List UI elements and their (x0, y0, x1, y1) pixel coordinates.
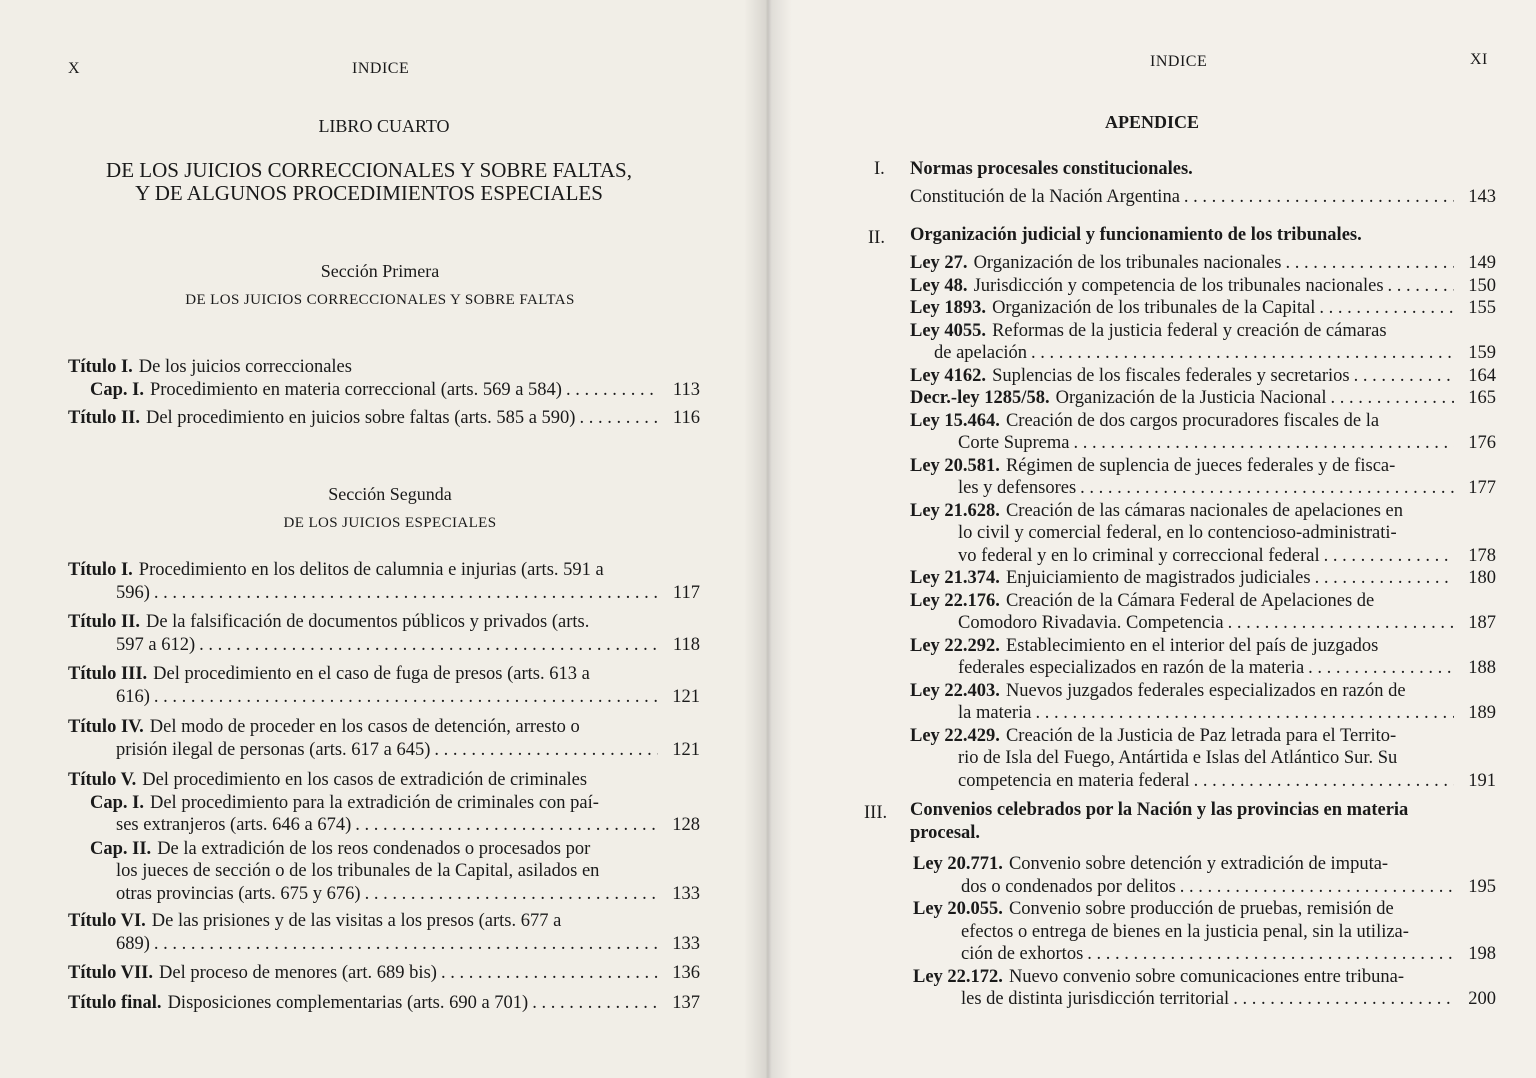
entry-text: 596) (116, 582, 150, 603)
appendix-group-3-entries (913, 853, 1496, 1011)
leader-dots (1388, 275, 1454, 298)
page-ref: 149 (1468, 253, 1496, 273)
leader-dots (154, 933, 658, 956)
entry-label: Ley 20.771. (913, 854, 1003, 874)
leader-dots (1354, 365, 1454, 388)
entry-text: Corte Suprema (958, 433, 1070, 453)
group-1-title: Normas procesales constitucionales. (910, 159, 1193, 179)
entry-label: Título III. (68, 664, 148, 684)
entry-text: Jurisdicción y competencia de los tribunales nacionales (973, 275, 1384, 296)
entry-label: Ley 1893. (910, 298, 987, 318)
group-3-title-line2: procesal. (910, 823, 981, 843)
leader-dots (1035, 702, 1454, 725)
leader-dots (355, 814, 658, 837)
entry-text: de apelación (934, 343, 1027, 363)
appendix-group-2-entries (910, 252, 1496, 792)
page-ref: 116 (672, 408, 700, 428)
leader-dots (1228, 612, 1454, 635)
group-3-title-line1: Convenios celebrados por la Nación y las provincias en materia (910, 800, 1409, 820)
entry-label: Decr.-ley 1285/58. (910, 388, 1050, 408)
page-ref: 137 (672, 993, 700, 1013)
group-1-roman: I. (874, 159, 885, 179)
page-ref: 150 (1468, 275, 1496, 296)
entry-text: Enjuiciamiento de magistrados judiciales (1005, 568, 1311, 588)
leader-dots (1194, 770, 1454, 793)
page-ref: 165 (1468, 388, 1496, 408)
entry-label: Ley 27. (910, 253, 968, 273)
group-3-roman: III. (864, 803, 888, 823)
entry-text: la materia (958, 703, 1032, 723)
entry-text: dos o condenados por delitos (961, 876, 1176, 897)
page-ref: 128 (672, 815, 700, 835)
entry-text: Reformas de la justicia federal y creación de cámaras (992, 320, 1387, 341)
leader-dots (1324, 545, 1454, 568)
page-ref: 187 (1468, 613, 1496, 633)
entry-label: Ley 20.581. (910, 455, 1000, 476)
entry-text: Procedimiento en los delitos de calumnia e injurias (arts. 591 a (138, 560, 604, 580)
leader-dots (154, 686, 658, 709)
page-ref: 143 (1468, 187, 1496, 207)
toc-entry-s2-titulo-final (68, 992, 700, 1015)
section2-subtitle: DE LOS JUICIOS ESPECIALES (283, 515, 497, 531)
page-ref: 155 (1468, 298, 1496, 318)
toc-entry-titulo-1 (68, 356, 700, 401)
section1-title: Sección Primera (320, 261, 440, 281)
entry-text: Disposiciones complementarias (arts. 690 a 701) (167, 993, 529, 1013)
entry-text: De los juicios correccionales (138, 357, 352, 377)
entry-text: Creación de la Cámara Federal de Apelaciones de (1005, 590, 1375, 611)
appendix-title: APENDICE (1104, 112, 1199, 132)
entry-text: Creación de la Justicia de Paz letrada para el Territo- (1005, 725, 1397, 746)
entry-text: Constitución de la Nación Argentina (910, 187, 1180, 207)
entry-label: Título I. (68, 560, 133, 580)
leader-dots (1319, 297, 1454, 320)
entry-text: Del procedimiento para la extradición de criminales con paí- (149, 792, 599, 813)
entry-label: Ley 22.403. (910, 680, 1000, 701)
leader-dots (579, 407, 658, 430)
left-running-head: INDICE (352, 60, 410, 77)
entry-text: Del procedimiento en juicios sobre faltas (arts. 585 a 590) (145, 408, 576, 428)
entry-label: Ley 15.464. (910, 410, 1000, 431)
entry-text: De la falsificación de documentos públicos y privados (arts. (145, 612, 590, 632)
entry-text: prisión ilegal de personas (arts. 617 a 645) (116, 739, 431, 760)
entry-text: Creación de las cámaras nacionales de apelaciones en (1005, 500, 1403, 521)
entry-label: Ley 20.055. (913, 899, 1003, 919)
entry-text: les de distinta jurisdicción territorial (961, 989, 1230, 1009)
entry-text: Procedimiento en materia correccional (arts. 569 a 584) (149, 379, 562, 400)
page-ref: 118 (672, 634, 700, 655)
page-ref: 176 (1468, 433, 1496, 453)
entry-text: lo civil y comercial federal, en lo contencioso-administrati- (958, 523, 1397, 543)
leader-dots (434, 739, 658, 762)
entry-label: Cap. I. (90, 792, 144, 813)
leader-dots (154, 582, 658, 605)
entry-label: Ley 48. (910, 275, 968, 296)
leader-dots (199, 634, 658, 657)
entry-text: Suplencias de los fiscales federales y secretarios (992, 365, 1350, 386)
toc-entry-s2-titulo-4 (68, 716, 700, 761)
entry-text: federales especializados en razón de la materia (958, 658, 1305, 678)
group-2-title: Organización judicial y funcionamiento de los tribunales. (910, 225, 1362, 245)
entry-label: Ley 22.292. (910, 635, 1000, 656)
leader-dots (1087, 943, 1454, 966)
entry-text: 689) (116, 933, 150, 954)
book-title: LIBRO CUARTO (318, 116, 450, 136)
entry-text: De las prisiones y de las visitas a los presos (arts. 677 a (151, 911, 562, 931)
page-ref: 200 (1468, 989, 1496, 1009)
entry-label: Ley 4162. (910, 365, 987, 386)
leader-dots (1315, 567, 1454, 590)
entry-text: Creación de dos cargos procuradores fiscales de la (1005, 410, 1380, 431)
entry-text: 616) (116, 686, 150, 707)
toc-entry-s2-titulo-1 (68, 559, 700, 604)
toc-entry-s2-titulo-3 (68, 663, 700, 708)
page-ref: 121 (672, 739, 700, 760)
page-ref: 117 (672, 582, 700, 603)
entry-text: Organización de la Justicia Nacional (1055, 388, 1327, 408)
book-gutter (744, 0, 792, 1078)
entry-text: vo federal y en lo criminal y correccional federal (958, 545, 1320, 566)
page-ref: 178 (1468, 545, 1496, 566)
entry-label: Cap. II. (90, 838, 152, 859)
leader-dots (1031, 342, 1454, 365)
entry-text: Del procedimiento en los casos de extradición de criminales (142, 770, 588, 790)
entry-label: Ley 22.172. (913, 966, 1003, 987)
entry-text: De la extradición de los reos condenados o procesados por (157, 838, 591, 859)
page-ref: 159 (1468, 343, 1496, 363)
entry-text: Nuevos juzgados federales especializados en razón de (1005, 680, 1406, 701)
page-ref: 180 (1468, 568, 1496, 588)
entry-label: Título I. (68, 357, 133, 377)
leader-dots (1180, 876, 1454, 899)
toc-entry-s2-titulo-2 (68, 611, 700, 656)
entry-text: Régimen de suplencia de jueces federales y de fisca- (1005, 455, 1396, 476)
entry-text: Organización de los tribunales de la Capital (992, 298, 1316, 318)
entry-label: Título V. (68, 770, 137, 790)
leader-dots (441, 962, 658, 985)
entry-text: Del proceso de menores (art. 689 bis) (159, 963, 437, 983)
right-page-number: XI (1470, 51, 1488, 68)
entry-text: Organización de los tribunales nacionales (973, 253, 1282, 273)
entry-label: Título VI. (68, 911, 146, 931)
entry-label: Título II. (68, 408, 140, 428)
leader-dots (1330, 387, 1454, 410)
page-ref: 195 (1468, 876, 1496, 897)
page-ref: 133 (672, 933, 700, 954)
page-ref: 136 (672, 963, 700, 983)
entry-label: Cap. I. (90, 379, 144, 400)
entry-text: competencia en materia federal (958, 770, 1190, 791)
page-ref: 164 (1468, 365, 1496, 386)
page-ref: 133 (672, 883, 700, 904)
entry-label: Ley 4055. (910, 320, 987, 341)
entry-text: los jueces de sección o de los tribunales de la Capital, asilados en (116, 861, 600, 881)
page-ref: 191 (1468, 770, 1496, 791)
entry-label: Ley 21.374. (910, 568, 1000, 588)
leader-dots (532, 992, 658, 1015)
entry-text: efectos o entrega de bienes en la justicia penal, sin la utiliza- (961, 921, 1409, 942)
right-page (768, 0, 1536, 1078)
entry-text: Comodoro Rivadavia. Competencia (958, 613, 1224, 633)
leader-dots (1308, 657, 1454, 680)
entry-text: Nuevo convenio sobre comunicaciones entre tribuna- (1008, 966, 1404, 987)
entry-label: Título final. (68, 993, 162, 1013)
entry-text: Convenio sobre detención y extradición de imputa- (1008, 854, 1389, 874)
page-ref: 177 (1468, 478, 1496, 498)
entry-text: ción de exhortos (961, 944, 1084, 964)
page-ref: 113 (672, 379, 700, 400)
entry-label: Ley 22.429. (910, 725, 1000, 746)
leader-dots (1233, 988, 1454, 1011)
leader-dots (1074, 432, 1455, 455)
entry-label: Título IV. (68, 717, 144, 737)
toc-entry-s2-titulo-5 (68, 769, 700, 905)
page-ref: 121 (672, 686, 700, 707)
page-ref: 198 (1468, 944, 1496, 964)
leader-dots (365, 883, 658, 906)
toc-entry-titulo-2 (68, 407, 700, 430)
toc-entry-s2-titulo-6 (68, 910, 700, 955)
left-page-number: X (68, 60, 81, 77)
appendix-entry-constitucion (910, 186, 1496, 209)
entry-text: 597 a 612) (116, 634, 196, 655)
toc-entry-s2-titulo-7 (68, 962, 700, 985)
leader-dots (1184, 186, 1454, 209)
leader-dots (1080, 477, 1454, 500)
book-subtitle-line2: Y DE ALGUNOS PROCEDIMIENTOS ESPECIALES (135, 181, 603, 205)
leader-dots (1285, 252, 1454, 275)
entry-text: ses extranjeros (arts. 646 a 674) (116, 815, 352, 835)
group-2-roman: II. (868, 228, 885, 248)
section1-subtitle: DE LOS JUICIOS CORRECCIONALES Y SOBRE FALTAS (185, 292, 575, 308)
entry-label: Título II. (68, 612, 140, 632)
section2-title: Sección Segunda (328, 484, 452, 504)
entry-label: Título VII. (68, 963, 153, 983)
page-ref: 189 (1468, 703, 1496, 723)
entry-text: rio de Isla del Fuego, Antártida e Islas del Atlántico Sur. Su (958, 748, 1398, 768)
right-running-head: INDICE (1150, 53, 1208, 70)
entry-text: otras provincias (arts. 675 y 676) (116, 883, 361, 904)
entry-text: les y defensores (958, 478, 1077, 498)
entry-label: Ley 21.628. (910, 500, 1000, 521)
entry-label: Ley 22.176. (910, 590, 1000, 611)
leader-dots (566, 379, 658, 402)
entry-text: Del modo de proceder en los casos de detención, arresto o (149, 717, 580, 737)
entry-text: Convenio sobre producción de pruebas, remisión de (1008, 899, 1394, 919)
entry-text: Del procedimiento en el caso de fuga de presos (arts. 613 a (153, 664, 590, 684)
book-subtitle-line1: DE LOS JUICIOS CORRECCIONALES Y SOBRE FALTAS, (106, 158, 632, 182)
entry-text: Establecimiento en el interior del país de juzgados (1005, 635, 1379, 656)
page-ref: 188 (1468, 658, 1496, 678)
